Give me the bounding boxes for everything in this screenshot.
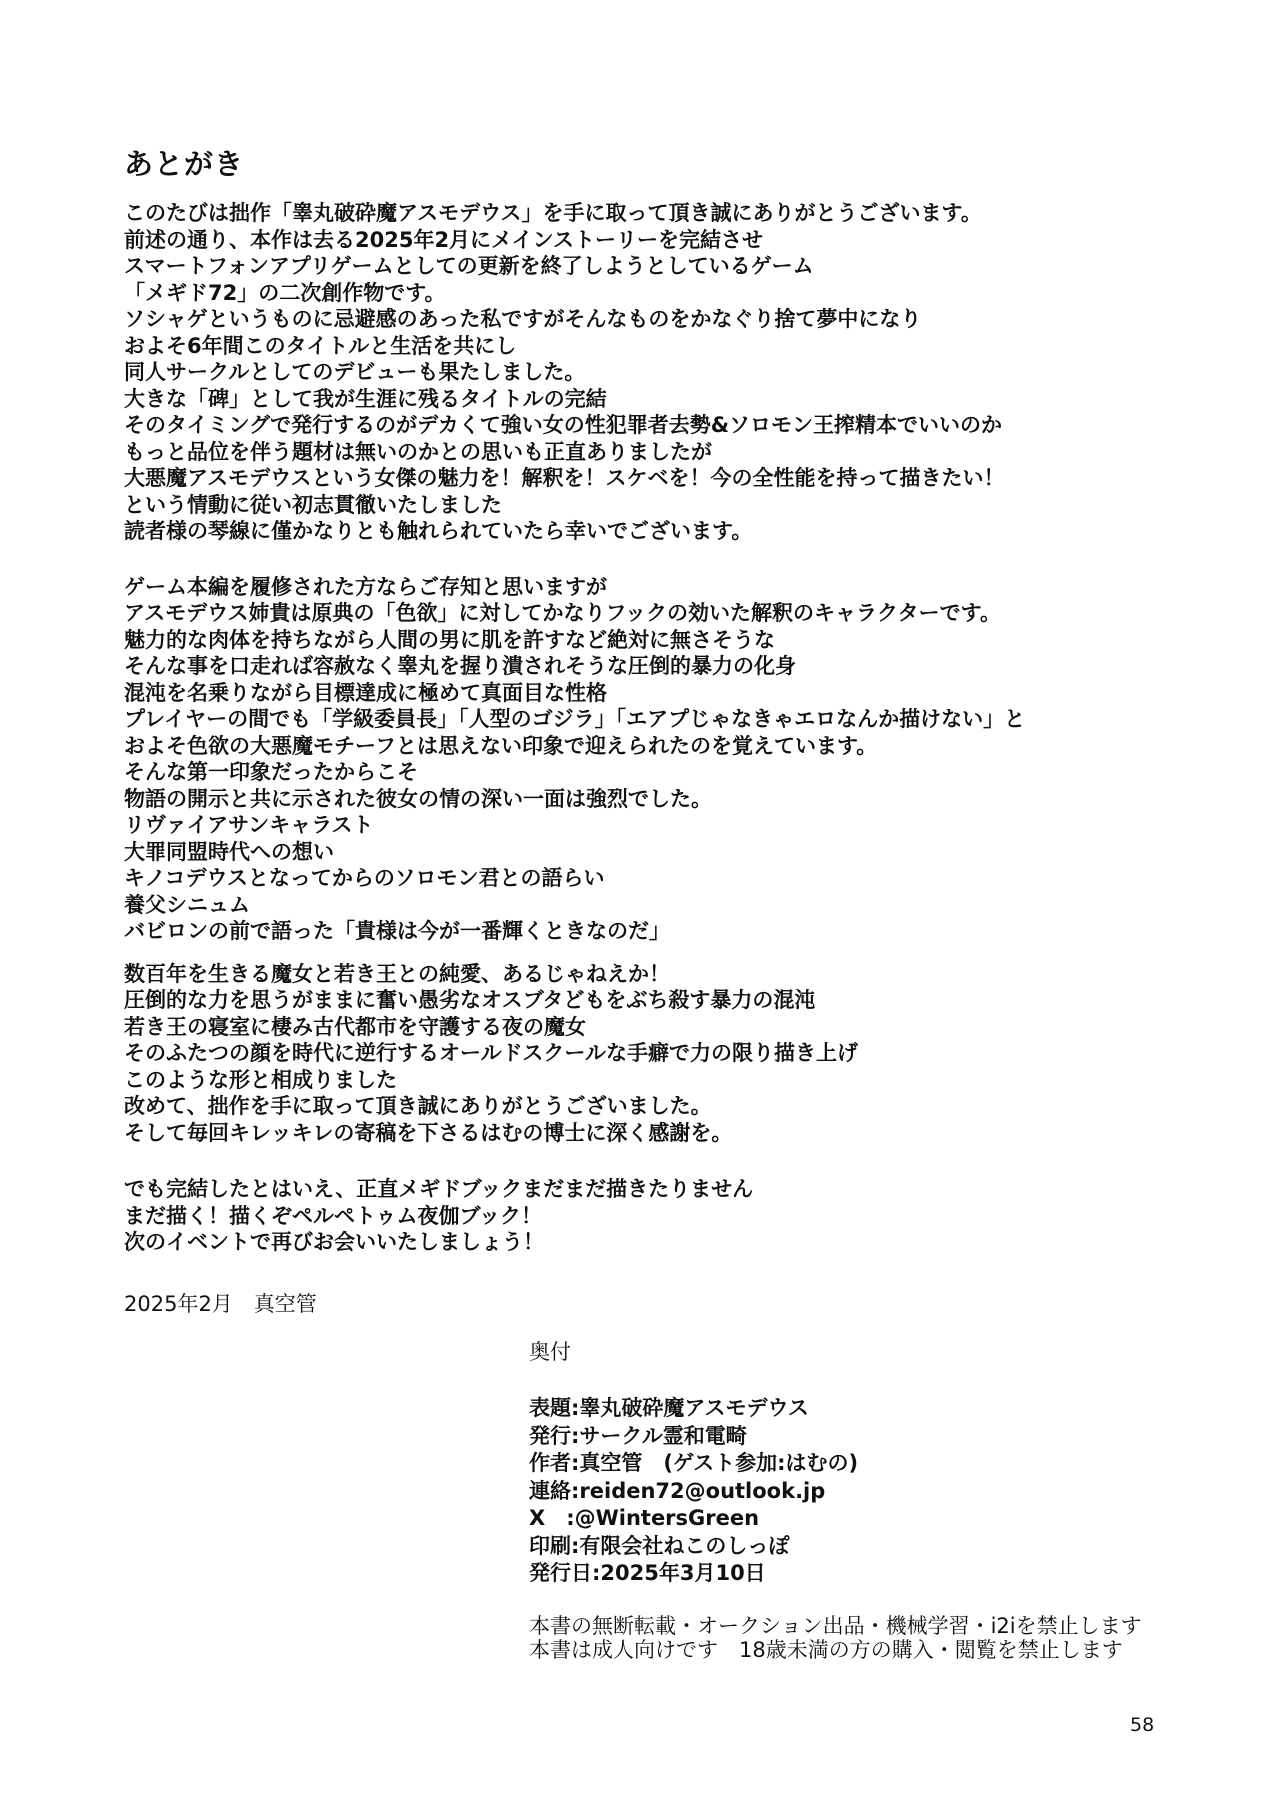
text-line: そのふたつの顔を時代に逆行するオールドスクールな手癖で力の限り描き上げ <box>124 1041 858 1065</box>
text-line: 「メギド72」の二次創作物です。 <box>124 280 446 305</box>
text-line: 若き王の寝室に棲み古代都市を守護する夜の魔女 <box>124 1014 586 1039</box>
page-heading: あとがき <box>124 147 245 181</box>
text-line: およそ色欲の大悪魔モチーフとは思えない印象で迎えられたのを覚えています。 <box>124 733 878 758</box>
colophon-printer-row: 印刷:有限会社ねこのしっぽ <box>529 1533 790 1558</box>
text-line: 魅力的な肉体を持ちながら人間の男に肌を許すなど絶対に無さそうな <box>124 627 775 652</box>
reproduction-notice: 本書の無断転載・オークション出品・機械学習・i2iを禁止します <box>529 1613 1142 1638</box>
text-line: ゲーム本編を履修された方ならご存知と思いますが <box>124 574 607 599</box>
text-line: リヴァイアサンキャラスト <box>124 813 374 837</box>
colophon-publisher-row: 発行:サークル霊和電畸 <box>529 1423 747 1448</box>
text-line: およそ6年間このタイトルと生活を共にし <box>124 333 517 358</box>
text-line: そのタイミングで発行するのがデカくて強い女の性犯罪者去勢&ソロモン王搾精本でいいのか <box>124 413 1003 437</box>
age-restriction-notice: 本書は成人向けです 18歳未満の方の購入・閲覧を禁止します <box>529 1638 1123 1662</box>
text-line: 改めて、拙作を手に取って頂き誠にありがとうございました。 <box>124 1094 712 1118</box>
text-line: スマートフォンアプリゲームとしての更新を終了しようとしているゲーム <box>124 254 814 278</box>
paragraph-gap <box>124 545 1204 574</box>
afterword-paragraph-1 <box>124 200 1204 545</box>
text-line: でも完結したとはいえ、正直メギドブックまだまだ描きたりません <box>124 1177 754 1201</box>
text-line: このような形と相成りました <box>124 1067 397 1092</box>
text-line: という情動に従い初志貫徹いたしました <box>124 492 502 517</box>
colophon-title-row: 表題:睾丸破砕魔アスモデウス <box>529 1396 809 1420</box>
signature-date: 2025年2月 真空管 <box>124 1292 317 1316</box>
text-line: そして毎回キレッキレの寄稿を下さるはむの博士に深く感謝を。 <box>124 1120 733 1145</box>
text-line: このたびは拙作「睾丸破砕魔アスモデウス」を手に取って頂き誠にありがとうございます。 <box>124 201 982 225</box>
text-line: 圧倒的な力を思うがままに奮い愚劣なオスブタどもをぶち殺す暴力の混沌 <box>124 988 816 1012</box>
paragraph-gap <box>124 1146 1204 1176</box>
text-line: 物語の開示と共に示された彼女の情の深い一面は強烈でした。 <box>124 786 712 811</box>
text-line: アスモデウス姉貴は原典の「色欲」に対してかなりフックの効いた解釈のキャラクターです。 <box>124 601 1001 625</box>
colophon-issue-date-row: 発行日:2025年3月10日 <box>529 1561 766 1585</box>
text-line: 大罪同盟時代への想い <box>124 839 334 864</box>
text-line: そんな第一印象だったからこそ <box>124 760 418 784</box>
text-line: 次のイベントで再びお会いいたしましょう！ <box>124 1230 544 1254</box>
text-line: バビロンの前で語った「貴様は今が一番輝くときなのだ」 <box>124 919 670 943</box>
colophon-x-account-row: X :@WintersGreen <box>529 1506 760 1530</box>
afterword-paragraph-4 <box>124 1176 1204 1256</box>
text-line: 読者様の琴線に僅かなりとも触れられていたら幸いでございます。 <box>124 519 753 543</box>
page-number: 58 <box>1130 1714 1155 1736</box>
text-line: 混沌を名乗りながら目標達成に極めて真面目な性格 <box>124 680 607 705</box>
text-line: 大きな「碑」として我が生涯に残るタイトルの完結 <box>124 386 607 411</box>
colophon-contact-row: 連絡:reiden72@outlook.jp <box>529 1478 826 1503</box>
text-line: もっと品位を伴う題材は無いのかとの思いも正直ありましたが <box>124 439 712 464</box>
text-line: 同人サークルとしてのデビューも果たしました。 <box>124 360 586 384</box>
text-line: 養父シニュム <box>124 892 250 917</box>
text-line: 数百年を生きる魔女と若き王との純愛、あるじゃねえか！ <box>124 961 670 986</box>
text-line: 大悪魔アスモデウスという女傑の魅力を！解釈を！スケベを！今の全性能を持って描きたい！ <box>124 466 1005 490</box>
text-line: まだ描く！描くぞペルペトゥム夜伽ブック！ <box>124 1203 543 1228</box>
colophon-title: 奥付 <box>529 1340 571 1364</box>
text-line: 前述の通り、本作は去る2025年2月にメインストーリーを完結させ <box>124 227 764 252</box>
text-line: プレイヤーの間でも「学級委員長」「人型のゴジラ」「エアプじゃなきゃエロなんか描けない」と <box>124 707 1026 731</box>
text-line: キノコデウスとなってからのソロモン君との語らい <box>124 866 605 890</box>
text-line: ソシャゲというものに忌避感のあった私ですがそんなものをかなぐり捨て夢中になり <box>124 307 922 331</box>
colophon-notices <box>529 1614 1179 1663</box>
colophon <box>529 1339 1179 1663</box>
colophon-author-row: 作者:真空管 (ゲスト参加:はむの) <box>529 1451 859 1475</box>
paragraph-gap <box>124 945 1204 961</box>
afterword-body <box>124 200 1204 1256</box>
text-line: そんな事を口走れば容赦なく睾丸を握り潰されそうな圧倒的暴力の化身 <box>124 654 796 678</box>
afterword-paragraph-2 <box>124 574 1204 945</box>
afterword-paragraph-3 <box>124 961 1204 1147</box>
